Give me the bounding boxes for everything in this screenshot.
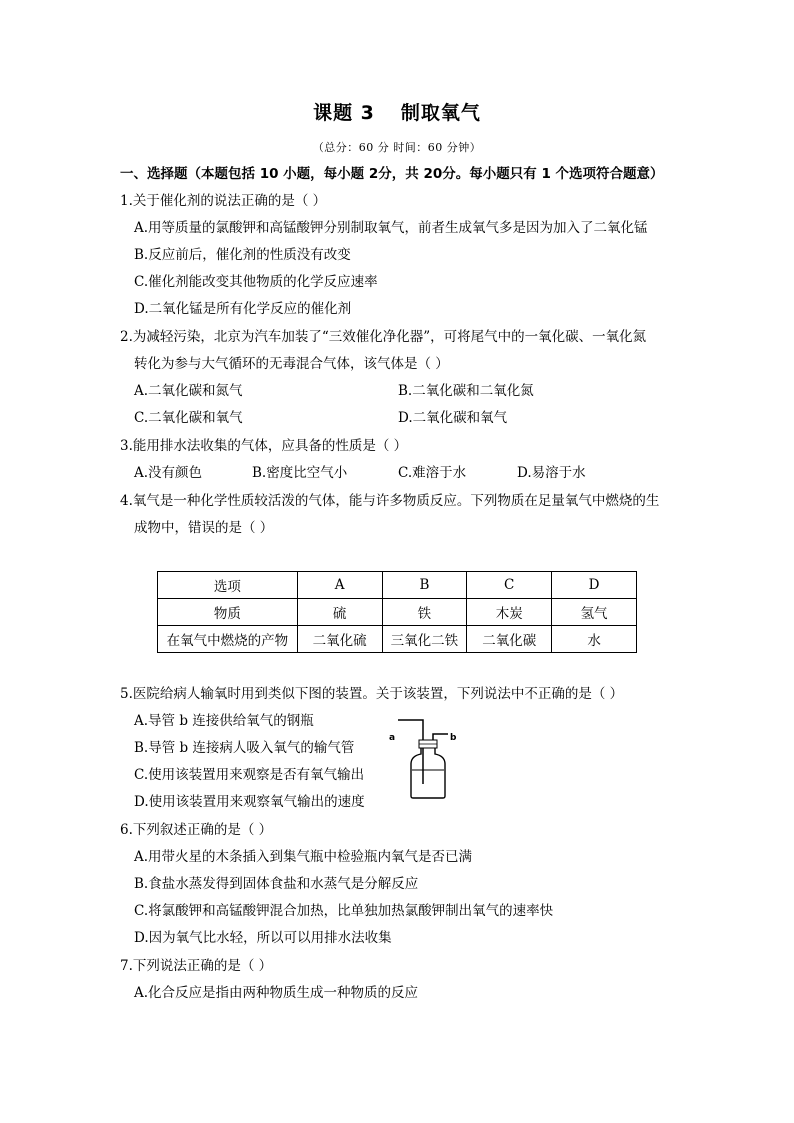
question-6-stem: 6.下列叙述正确的是（ ） bbox=[120, 822, 273, 838]
table-header-cell: 选项 bbox=[158, 572, 298, 599]
question-3-option-b: B.密度比空气小 bbox=[252, 465, 348, 481]
table-cell: 水 bbox=[552, 626, 637, 653]
question-7-stem: 7.下列说法正确的是（ ） bbox=[120, 958, 273, 974]
gas-washing-bottle-figure bbox=[386, 714, 466, 800]
question-2-option-c: C.二氧化碳和氧气 bbox=[134, 410, 243, 426]
table-header-cell: A bbox=[297, 572, 382, 599]
question-5-option-b: B.导管 b 连接病人吸入氧气的输气管 bbox=[134, 740, 355, 756]
table-cell: 氢气 bbox=[552, 599, 637, 626]
question-4-table bbox=[157, 571, 637, 653]
page-title bbox=[0, 98, 794, 125]
question-3-option-a: A.没有颜色 bbox=[134, 465, 203, 481]
question-4-stem-line-2: 成物中，错误的是（ ） bbox=[134, 520, 274, 536]
question-4-stem-line-1: 4.氧气是一种化学性质较活泼的气体，能与许多物质反应。下列物质在足量氧气中燃烧的生 bbox=[120, 493, 660, 509]
question-7-option-a: A.化合反应是指由两种物质生成一种物质的反应 bbox=[134, 985, 419, 1001]
question-2-option-d: D.二氧化碳和氧气 bbox=[398, 410, 508, 426]
table-row bbox=[158, 626, 637, 653]
question-3-stem: 3.能用排水法收集的气体，应具备的性质是（ ） bbox=[120, 438, 408, 454]
question-5-option-a: A.导管 b 连接供给氧气的钢瓶 bbox=[134, 713, 314, 729]
table-row bbox=[158, 599, 637, 626]
question-1-option-a: A.用等质量的氯酸钾和高锰酸钾分别制取氧气，前者生成氧气多是因为加入了二氧化锰 bbox=[134, 220, 648, 236]
bottle bbox=[411, 748, 445, 798]
question-1-option-c: C.催化剂能改变其他物质的化学反应速率 bbox=[134, 274, 378, 290]
question-3-option-d: D.易溶于水 bbox=[517, 465, 586, 481]
table-cell: 物质 bbox=[158, 599, 298, 626]
lesson-number: 课题 3 bbox=[313, 102, 375, 124]
table-header-cell: D bbox=[552, 572, 637, 599]
table-cell: 铁 bbox=[382, 599, 467, 626]
table-cell: 在氧气中燃烧的产物 bbox=[158, 626, 298, 653]
lesson-name: 制取氧气 bbox=[400, 102, 481, 124]
table-cell: 二氧化碳 bbox=[467, 626, 552, 653]
table-cell: 二氧化硫 bbox=[297, 626, 382, 653]
table-header-cell: C bbox=[467, 572, 552, 599]
question-6-option-c: C.将氯酸钾和高锰酸钾混合加热，比单独加热氯酸钾制出氧气的速率快 bbox=[134, 903, 554, 919]
question-6-option-a: A.用带火星的木条插入到集气瓶中检验瓶内氧气是否已满 bbox=[134, 849, 473, 865]
table-cell: 木炭 bbox=[467, 599, 552, 626]
table-cell: 三氧化二铁 bbox=[382, 626, 467, 653]
question-1-option-d: D.二氧化锰是所有化学反应的催化剂 bbox=[134, 301, 352, 317]
question-5-option-c: C.使用该装置用来观察是否有氧气输出 bbox=[134, 767, 365, 783]
question-2-option-a: A.二氧化碳和氮气 bbox=[134, 383, 243, 399]
question-1-stem: 1.关于催化剂的说法正确的是（ ） bbox=[120, 193, 327, 209]
tube-b-label: b bbox=[450, 733, 457, 743]
question-2-stem-line-1: 2.为减轻污染，北京为汽车加装了“三效催化净化器”，可将尾气中的一氧化碳、一氧化氮 bbox=[120, 329, 647, 345]
section-heading: 一、选择题（本题包括 10 小题，每小题 2分，共 20分。每小题只有 1 个选项符合题意） bbox=[120, 166, 664, 182]
tube-a-label: a bbox=[389, 733, 396, 743]
table-header-cell: B bbox=[382, 572, 467, 599]
question-6-option-d: D.因为氧气比水轻，所以可以用排水法收集 bbox=[134, 930, 392, 946]
score-time-info: （总分：60 分 时间：60 分钟） bbox=[312, 141, 482, 154]
question-5-option-d: D.使用该装置用来观察氧气输出的速度 bbox=[134, 794, 365, 810]
question-5-stem: 5.医院给病人输氧时用到类似下图的装置。关于该装置，下列说法中不正确的是（ ） bbox=[120, 686, 624, 702]
question-2-option-b: B.二氧化碳和二氧化氮 bbox=[398, 383, 534, 399]
question-2-stem-line-2: 转化为参与大气循环的无毒混合气体，该气体是（ ） bbox=[134, 356, 449, 372]
question-6-option-b: B.食盐水蒸发得到固体食盐和水蒸气是分解反应 bbox=[134, 876, 419, 892]
question-3-option-c: C.难溶于水 bbox=[398, 465, 467, 481]
table-row bbox=[158, 572, 637, 599]
table-cell: 硫 bbox=[297, 599, 382, 626]
question-1-option-b: B.反应前后，催化剂的性质没有改变 bbox=[134, 247, 351, 263]
